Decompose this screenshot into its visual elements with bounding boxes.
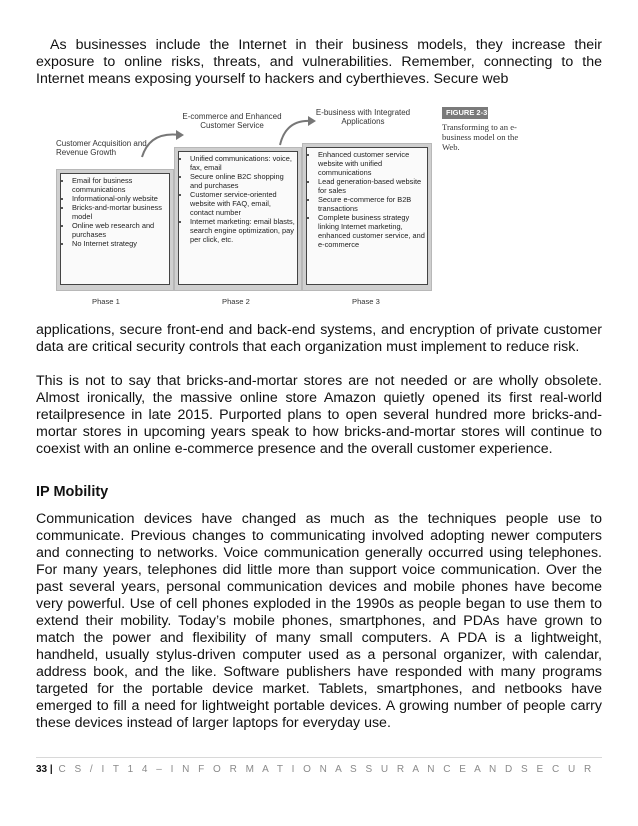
- phase-1-list: [60, 173, 170, 285]
- list-item: • Lead generation-based website for sales: [318, 177, 425, 195]
- list-item: • Unified communications: voice, fax, email: [190, 154, 295, 172]
- figure-label-customer-acquisition: Customer Acquisition and Revenue Growth: [56, 139, 147, 157]
- paragraph-ip-mobility: Communication devices have changed as much as the techniques people use to communicate. Previous changes to communicating involved adopting newer computers and connecting to networks. Voice communication generally occurred using telephones. For many years, telephones did little more than support voice communication. Over the past several years, personal communication devices and mobile phones have become very powerful. Use of cell phones exploded in the 1990s as people began to use them to extend their mobility. Today’s mobile phones, smartphones, and PDAs have grown to match the power and flexibility of many small computers. A PDA is a lightweight, handheld, usually stylus-driven computer used as a personal organizer, with calendar, address book, and the like. Software publishers have responded with many programs targeted for the portable device market. Tablets, smartphones, and netbooks have emerged to fill a need for lightweight portable devices. A growing number of people carry these devices instead of larger laptops for everyday use.: [36, 511, 602, 731]
- phase-3-label: Phase 3: [352, 297, 380, 306]
- figure-tag: FIGURE 2-3: [442, 107, 488, 119]
- figure-label-ebusiness: E-business with Integrated Applications: [315, 108, 411, 126]
- paragraph-security-controls: applications, secure front-end and back-end systems, and encryption of private customer data are critical security controls that each organization must implement to reduce risk.: [36, 322, 602, 355]
- section-heading: IP Mobility: [36, 484, 109, 500]
- footer-divider: [36, 757, 602, 758]
- list-item: • Bricks-and-mortar business model: [72, 203, 167, 221]
- running-title: C S / I T 1 4 – I N F O R M A T I O N A S S U R A N C E A N D S E C U R: [58, 764, 595, 775]
- list-item: • Email for business communications: [72, 176, 167, 194]
- page-number: 33 |: [36, 764, 53, 775]
- list-item: • Secure online B2C shopping and purchases: [190, 172, 295, 190]
- list-item: • Secure e-commerce for B2B transactions: [318, 195, 425, 213]
- list-item: • Informational-only website: [72, 194, 167, 203]
- phase-3-panel: [302, 143, 432, 291]
- phase-2-label: Phase 2: [222, 297, 250, 306]
- phase-1-panel: [56, 169, 174, 291]
- phase-1-label: Phase 1: [92, 297, 120, 306]
- figure-caption: Transforming to an e-business model on the Web.: [442, 122, 519, 152]
- list-item: • Complete business strategy linking Internet marketing, enhanced customer service, and e-commerce: [318, 213, 425, 249]
- phase-3-list: [306, 147, 428, 285]
- paragraph-intro: As businesses include the Internet in their business models, they increase their exposure to online risks, threats, and vulnerabilities. Remember, connecting to the Internet means exposing yourself to hackers and cyberthieves. Secure web: [36, 37, 602, 87]
- list-item: • Internet marketing: email blasts, search engine optimization, pay per click, etc.: [190, 217, 295, 244]
- figure-label-ecommerce: E-commerce and Enhanced Customer Service: [182, 112, 282, 130]
- list-item: • Customer service-oriented website with FAQ, email, contact number: [190, 190, 295, 217]
- phase-2-list: [178, 151, 298, 285]
- list-item: • Enhanced customer service website with unified communications: [318, 150, 425, 177]
- list-item: • No Internet strategy: [72, 239, 167, 248]
- figure-2-3: [56, 103, 596, 316]
- page-footer: [36, 764, 594, 775]
- phase-2-panel: [174, 147, 302, 291]
- paragraph-bricks-and-mortar: This is not to say that bricks-and-mortar stores are not needed or are wholly obsolete. Almost ironically, the massive online store Amazon quietly opened its first real-world retailpresence in late 2015. Purported plans to open several hundred more bricks-and-mortar stores in upcoming years speak to how bricks-and-mortar stores will continue to coexist with an online e-commerce presence and the overall customer experience.: [36, 373, 602, 457]
- list-item: • Online web research and purchases: [72, 221, 167, 239]
